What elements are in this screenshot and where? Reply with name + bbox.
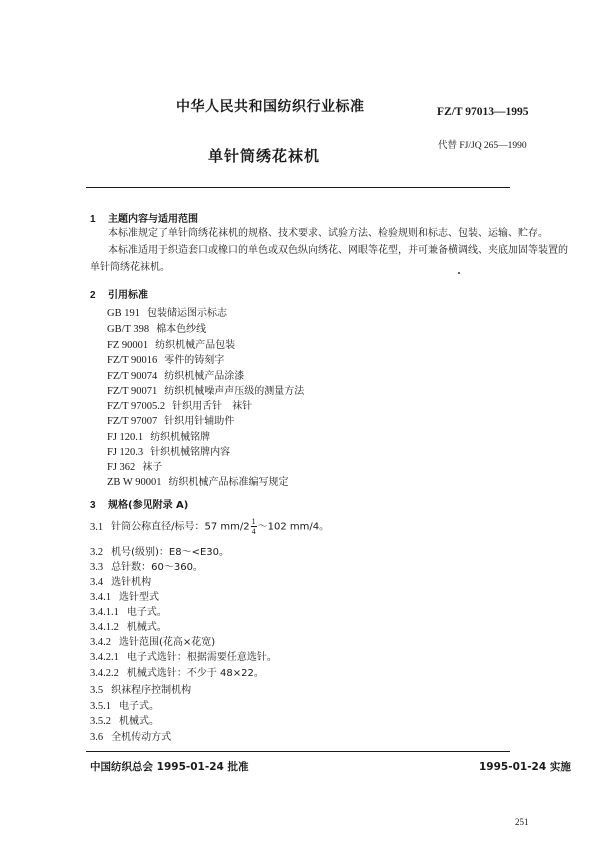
spec-item-3-1: 3.1 针筒公称直径/标号：57 mm/2 $\frac{1}{4}$ ～102 mm/4。: [90, 517, 330, 536]
speck-mark: [458, 272, 460, 274]
spec-item-3-4-2-2: 3.4.2.2 机械式选针：不少于 48×22。: [90, 668, 264, 679]
spec-item-3-4-1-2: 3.4.1.2 机械式。: [90, 622, 167, 633]
spec-item-3-5: 3.5 织袜程序控制机构: [90, 685, 192, 696]
reference-item: FZ/T 97007 针织用针辅助件: [107, 416, 235, 427]
reference-item: FZ/T 97005.2 针织用舌针 袜针: [107, 401, 253, 412]
standard-category: 中华人民共和国纺织行业标准: [176, 99, 365, 115]
spec-item-3-4-2-1: 3.4.2.1 电子式选针：根据需要任意选针。: [90, 652, 277, 663]
reference-item: GB 191 包装储运图示标志: [107, 308, 227, 319]
section-title: 主题内容与适用范围: [108, 214, 198, 225]
spec-item-3-5-2: 3.5.2 机械式。: [90, 716, 159, 727]
document-title: 单针筒绣花袜机: [208, 147, 321, 165]
section-number: 2: [90, 290, 96, 301]
spec-item-3-6: 3.6 全机传动方式: [90, 732, 172, 743]
spec-item-3-5-1: 3.5.1 电子式。: [90, 701, 159, 712]
reference-item: FZ/T 90071 纺织机械噪声声压级的测量方法: [107, 386, 305, 397]
reference-item: FZ 90001 纺织机械产品包装: [107, 340, 236, 351]
section-number: 3: [90, 500, 96, 511]
approval-line: 中国纺织总会 1995-01-24 批准: [90, 761, 249, 773]
reference-item: FJ 362 袜子: [107, 462, 163, 473]
spec-item-3-2: 3.2 机号(级别)：E8～<E30。: [90, 547, 230, 558]
section-3-heading: [90, 496, 188, 511]
replaces-note: 代替 FJ/JQ 265—1990: [438, 141, 527, 151]
footer-divider: [86, 751, 510, 752]
section-1-paragraph-1: 本标准规定了单针筒绣花袜机的规格、技术要求、试验方法、检验规则和标志、包装、运输、贮存。: [108, 228, 548, 239]
section-1-heading: [90, 210, 198, 225]
reference-item: FJ 120.3 针织机械铭牌内容: [107, 447, 231, 458]
fraction: $\frac{1}{4}$: [251, 517, 256, 536]
reference-item: FZ/T 90016 零件的铸刻字: [107, 355, 225, 366]
header-divider: [86, 187, 510, 188]
section-2-heading: [90, 286, 148, 301]
section-title: 引用标准: [108, 290, 148, 301]
spec-item-3-4-1-1: 3.4.1.1 电子式。: [90, 607, 167, 618]
reference-item: FJ 120.1 纺织机械铭牌: [107, 432, 211, 443]
section-number: 1: [90, 214, 96, 225]
reference-item: FZ/T 90074 纺织机械产品涂漆: [107, 371, 245, 382]
spec-item-3-4-1: 3.4.1 选针型式: [90, 592, 159, 603]
section-1-paragraph-2: 本标准适用于织造套口或橡口的单色或双色纵向绣花、网眼等花型，并可兼备横调线、夹底加固等装置的单针筒绣花袜机。: [90, 245, 568, 273]
implementation-date: 1995-01-24 实施: [479, 761, 571, 773]
reference-item: ZB W 90001 纺织机械产品标准编写规定: [107, 477, 289, 488]
spec-item-3-4: 3.4 选针机构: [90, 577, 152, 588]
spec-item-3-3: 3.3 总针数：60～360。: [90, 562, 203, 573]
reference-item: GB/T 398 棉本色纱线: [107, 324, 207, 335]
page-number: 251: [515, 817, 529, 827]
spec-item-3-4-2: 3.4.2 选针范围(花高×花宽): [90, 637, 216, 648]
section-title: 规格(参见附录 A): [108, 500, 189, 511]
standard-code: FZ/T 97013—1995: [437, 106, 529, 118]
